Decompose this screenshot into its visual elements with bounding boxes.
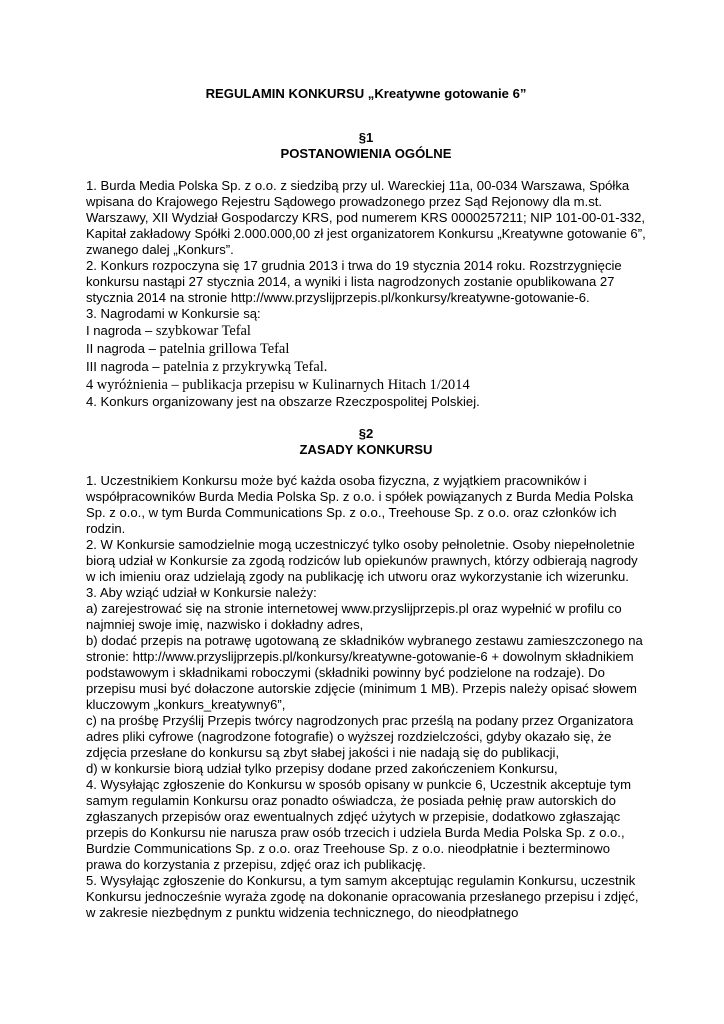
section-2-paragraph-3a: a) zarejestrować się na stronie internetowej www.przyslijprzepis.pl oraz wypełnić w profilu co najmniej swoje imię, nazwisko i dokładny adres, xyxy=(86,601,622,632)
section-2-paragraph-3: 3. Aby wziąć udział w Konkursie należy: xyxy=(86,585,317,600)
prize-lead: I nagroda – xyxy=(86,323,156,338)
prize-lead: II nagroda – xyxy=(86,341,160,356)
prize-name: patelnia z przykrywką Tefal. xyxy=(163,359,328,375)
prize-name: szybkowar Tefal xyxy=(155,323,251,339)
section-1 xyxy=(86,130,646,410)
prize-item xyxy=(86,340,646,358)
section-1-paragraph-1: 1. Burda Media Polska Sp. z o.o. z siedzibą przy ul. Wareckiej 11a, 00-034 Warszawa, Spółka wpisana do Krajowego Rejestru Sądowego prowadzonego przez Sąd Rejonowy dla m.st. Warszawy, XII Wydział Gospodarczy KRS, pod numerem KRS 0000257211; NIP 101-00-01-332, Kapitał zakładowy Spółki 2.000.000,00 zł jest organizatorem Konkursu „Kreatywne gotowanie 6”, zwanego dalej „Konkurs”. xyxy=(86,178,646,257)
prize-item xyxy=(86,358,646,376)
section-2-number: §2 xyxy=(358,426,374,441)
section-1-paragraph-2: 2. Konkurs rozpoczyna się 17 grudnia 2013 i trwa do 19 stycznia 2014 roku. Rozstrzygnięcie konkursu nastąpi 27 stycznia 2014, a wyniki i lista nagrodzonych zostanie opublikowana 27 stycznia 2014 na stronie http://www.przyslijprzepis.pl/konkursy/kreatywne-gotowanie-6. xyxy=(86,258,622,305)
section-2-paragraph-3b: b) dodać przepis na potrawę ugotowaną ze składników wybranego zestawu zamieszczonego na stronie: http://www.przyslijprzepis.pl/konkursy/kreatywne-gotowanie-6 + dowolnym składnikiem podstawowym i składnikami roboczymi (składniki powinny być podzielone na rodzaje). Do przepisu musi być dołaczone autorskie zdjęcie (minimum 1 MB). Przepis należy opisać słowem kluczowym „konkurs_kreatywny6”, xyxy=(86,633,643,712)
section-1-number: §1 xyxy=(358,130,374,145)
prize-name: patelnia grillowa Tefal xyxy=(159,341,290,357)
section-2-heading: ZASADY KONKURSU xyxy=(299,442,433,457)
prize-name: 4 wyróżnienia – publikacja przepisu w Kulinarnych Hitach 1/2014 xyxy=(86,377,470,393)
prize-item xyxy=(86,322,646,340)
section-1-heading: POSTANOWIENIA OGÓLNE xyxy=(280,146,452,161)
section-2-paragraph-5: 5. Wysyłając zgłoszenie do Konkursu, a tym samym akceptując regulamin Konkursu, uczestnik Konkursu jednocześnie wyraża zgodę na dokonanie opracowania przesłanego przepisu i zdjęć, w zakresie niezbędnym z punktu widzenia technicznego, do nieodpłatnego xyxy=(86,873,639,920)
section-1-paragraph-4: 4. Konkurs organizowany jest na obszarze Rzeczpospolitej Polskiej. xyxy=(86,394,480,409)
section-2-paragraph-4: 4. Wysyłając zgłoszenie do Konkursu w sposób opisany w punkcie 6, Uczestnik akceptuje tym samym regulamin Konkursu oraz ponadto oświadcza, że posiada pełnię praw autorskich do zgłaszanych przepisów oraz ewentualnych zdjęć użytych w przepisie, dodatkowo zgłaszając przepis do Konkursu nie narusza praw osób trzecich i udziela Burda Media Polska Sp. z o.o., Burdzie Communications Sp. z o.o. oraz Treehouse Sp. z o.o. nieodpłatnie i bezterminowo prawa do korzystania z przepisu, zdjęć oraz ich publikację. xyxy=(86,777,631,872)
prize-lead: III nagroda – xyxy=(86,359,164,374)
section-2 xyxy=(86,426,646,921)
document-title: REGULAMIN KONKURSU „Kreatywne gotowanie 6” xyxy=(205,86,527,101)
document-page xyxy=(86,86,646,921)
section-1-paragraph-3: 3. Nagrodami w Konkursie są: xyxy=(86,306,261,321)
section-2-paragraph-3d: d) w konkursie biorą udział tylko przepisy dodane przed zakończeniem Konkursu, xyxy=(86,761,558,776)
section-2-paragraph-2: 2. W Konkursie samodzielnie mogą uczestniczyć tylko osoby pełnoletnie. Osoby niepełnoletnie biorą udział w Konkursie za zgodą rodziców lub opiekunów prawnych, którzy odbierają nagrody w ich imieniu oraz udzielają zgody na publikację ich utworu oraz wykorzystanie ich wizerunku. xyxy=(86,537,638,584)
prize-item xyxy=(86,376,646,394)
section-2-paragraph-1: 1. Uczestnikiem Konkursu może być każda osoba fizyczna, z wyjątkiem pracowników i współpracowników Burda Media Polska Sp. z o.o. i spółek powiązanych z Burda Media Polska Sp. z o.o., w tym Burda Communications Sp. z o.o., Treehouse Sp. z o.o. oraz członków ich rodzin. xyxy=(86,473,634,536)
section-2-paragraph-3c: c) na prośbę Przyślij Przepis twórcy nagrodzonych prac prześlą na podany przez Organizatora adres pliki cyfrowe (nagrodzone fotografie) o wyższej rozdzielczości, gdyby okazało się, że zdjęcia przesłane do konkursu są zbyt słabej jakości i nie nadają się do publikacji, xyxy=(86,713,634,760)
